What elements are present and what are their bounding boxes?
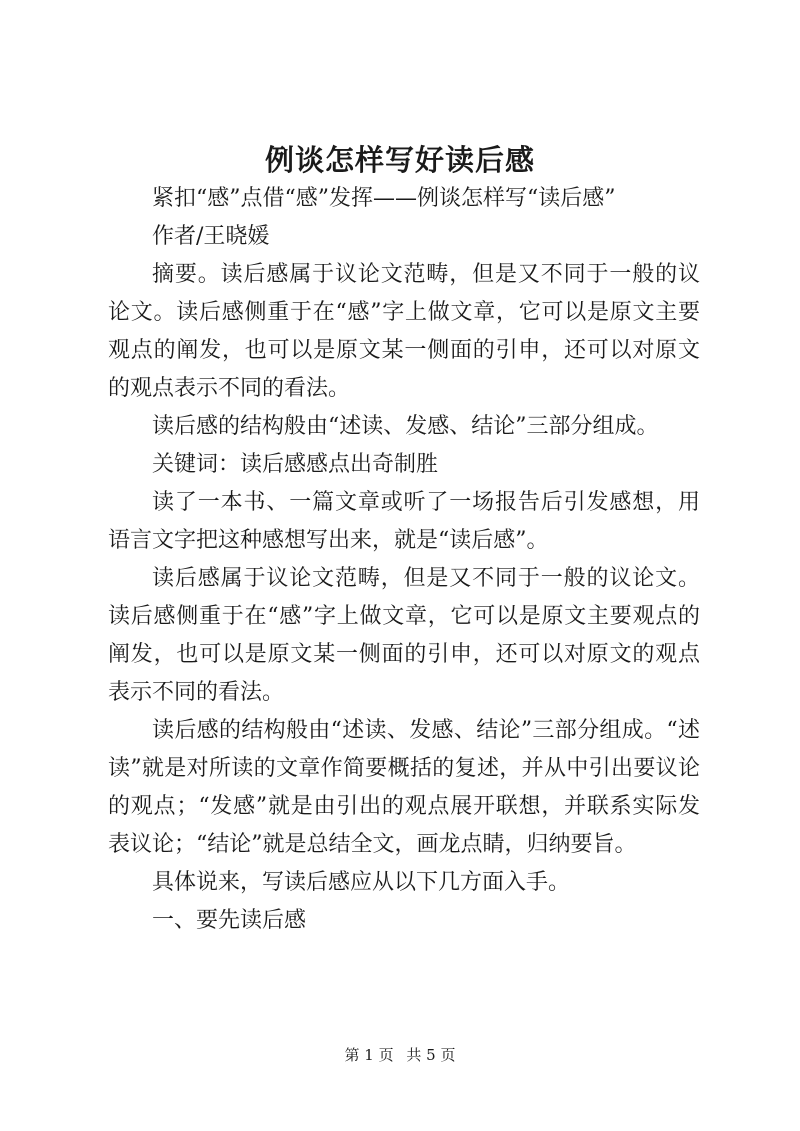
paragraph-abstract: 摘要。读后感属于议论文范畴，但是又不同于一般的议论文。读后感侧重于在“感”字上做文章，它可以是原文主要观点的阐发，也可以是原文某一侧面的引申，还可以对原文的观点表示不同的看法。 [108,262,700,401]
paragraph-section-heading: 一、要先读后感 [152,908,307,933]
paragraph-definition: 读了一本书、一篇文章或听了一场报告后引发感想，用语言文字把这种感想写出来，就是“读后感”。 [108,490,700,553]
paragraph-keywords: 关键词：读后感感点出奇制胜 [152,452,439,477]
paragraph-subtitle: 紧扣“感”点借“感”发挥——例谈怎样写“读后感” [152,186,616,211]
paragraph-author: 作者/王晓媛 [152,224,270,249]
page-number: 第 1 页 [344,1046,394,1064]
document-body [108,180,700,940]
paragraph-approach-intro: 具体说来，写读后感应从以下几方面入手。 [152,870,571,895]
page-footer [0,1045,800,1065]
page-total: 共 5 页 [406,1046,456,1064]
paragraph-structure-summary: 读后感的结构般由“述读、发感、结论”三部分组成。 [152,414,659,439]
paragraph-structure-detail: 读后感的结构般由“述读、发感、结论”三部分组成。“述读”就是对所读的文章作简要概括的复述，并从中引出要议论的观点；“发感”就是由引出的观点展开联想，并联系实际发表议论；“结论”就是总结全文，画龙点睛，归纳要旨。 [108,718,700,857]
paragraph-genre: 读后感属于议论文范畴，但是又不同于一般的议论文。读后感侧重于在“感”字上做文章，它可以是原文主要观点的阐发，也可以是原文某一侧面的引申，还可以对原文的观点表示不同的看法。 [108,566,700,705]
document-title: 例谈怎样写好读后感 [264,143,535,177]
